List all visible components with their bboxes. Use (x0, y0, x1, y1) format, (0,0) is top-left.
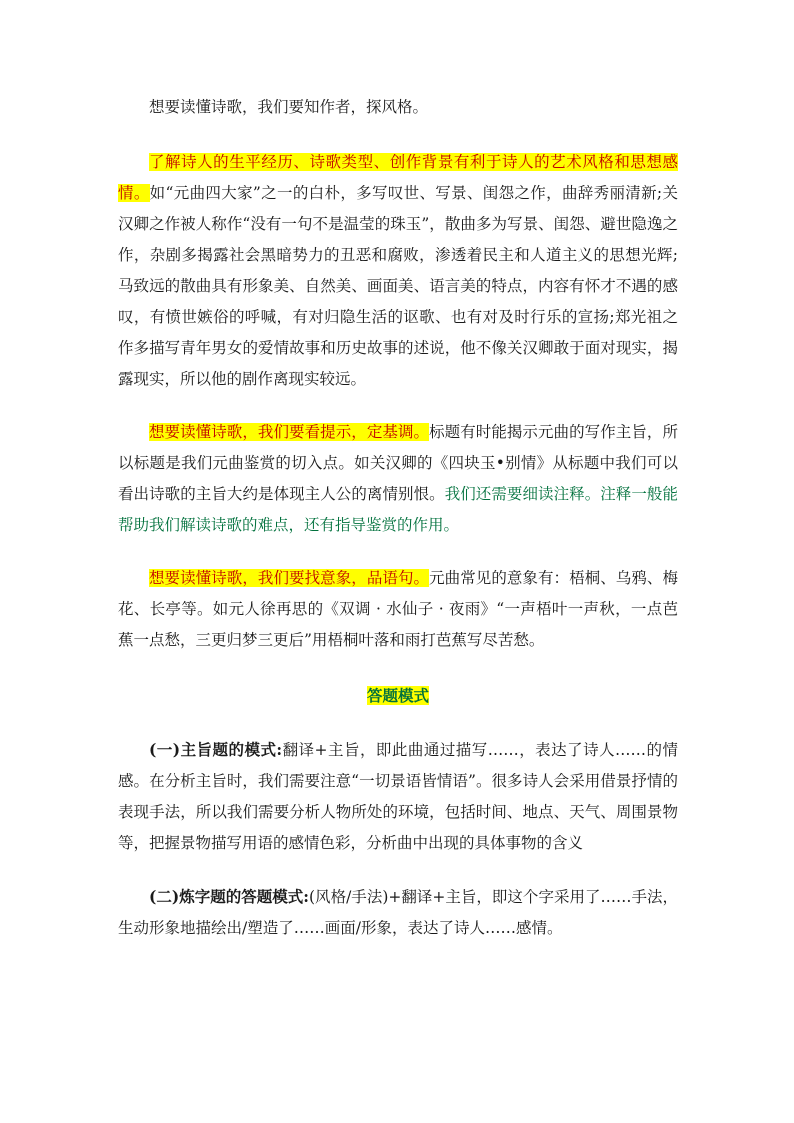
title-hint-body: 标题有时能揭示元曲的写作主旨，所以标题是我们元曲鉴赏的切入点。如关汉卿的《四块玉•别情》从标题中我们可以看出诗歌的主旨大约是体现主人公的离情别恨。 (118, 423, 678, 503)
section-title: 答题模式 (366, 686, 429, 705)
document-body (118, 92, 678, 944)
intro-paragraph (118, 92, 678, 123)
author-style-highlight: 了解诗人的生平经历、诗歌类型、创作背景有利于诗人的艺术风格和思想感情。 (118, 153, 678, 202)
word-refining-paragraph (118, 881, 678, 944)
section-heading (118, 680, 678, 712)
theme-question-paragraph (118, 734, 678, 859)
author-style-paragraph (118, 147, 678, 395)
word-refining-label: (二)炼字题的答题模式: (149, 887, 309, 906)
word-refining-body: (风格/手法)+翻译+主旨，即这个字采用了……手法，生动形象地描绘出/塑造了……画面/形象，表达了诗人……感情。 (118, 888, 679, 937)
title-hint-highlight: 想要读懂诗歌，我们要看提示，定基调。 (149, 423, 430, 441)
imagery-highlight: 想要读懂诗歌，我们要找意象，品语句。 (149, 569, 430, 587)
author-style-body: 如“元曲四大家”之一的白朴，多写叹世、写景、闺怨之作，曲辞秀丽清新;关汉卿之作被人称作“没有一句不是温莹的珠玉”，散曲多为写景、闺怨、避世隐逸之作，杂剧多揭露社会黑暗势力的丑恶和腐败，渗透着民主和人道主义的思想光辉;马致远的散曲具有形象美、自然美、画面美、语言美的特点，内容有怀才不遇的感叹，有愤世嫉俗的呼喊，有对归隐生活的讴歌、也有对及时行乐的宣扬;郑光祖之作多描写青年男女的爱情故事和历史故事的述说，他不像关汉卿敢于面对现实，揭露现实，所以他的剧作离现实较远。 (118, 184, 678, 388)
intro-text: 想要读懂诗歌，我们要知作者，探风格。 (149, 98, 429, 116)
imagery-body: 元曲常见的意象有：梧桐、乌鸦、梅花、长亭等。如元人徐再思的《双调 · 水仙子 · 夜雨》“一声梧叶一声秋，一点芭蕉一点愁，三更归梦三更后”用梧桐叶落和雨打芭蕉写尽苦愁。 (118, 569, 678, 649)
title-hint-paragraph (118, 417, 678, 541)
theme-question-body: 翻译+主旨，即此曲通过描写……，表达了诗人……的情感。在分析主旨时，我们需要注意“一切景语皆情语”。很多诗人会采用借景抒情的表现手法，所以我们需要分析人物所处的环境，包括时间、地点、天气、周围景物等，把握景物描写用语的感情色彩，分析曲中出现的具体事物的含义 (118, 741, 678, 852)
theme-question-label: (一)主旨题的模式: (149, 740, 283, 759)
imagery-paragraph (118, 563, 678, 656)
annotation-note: 我们还需要细读注释。注释一般能帮助我们解读诗歌的难点，还有指导鉴赏的作用。 (118, 485, 678, 534)
